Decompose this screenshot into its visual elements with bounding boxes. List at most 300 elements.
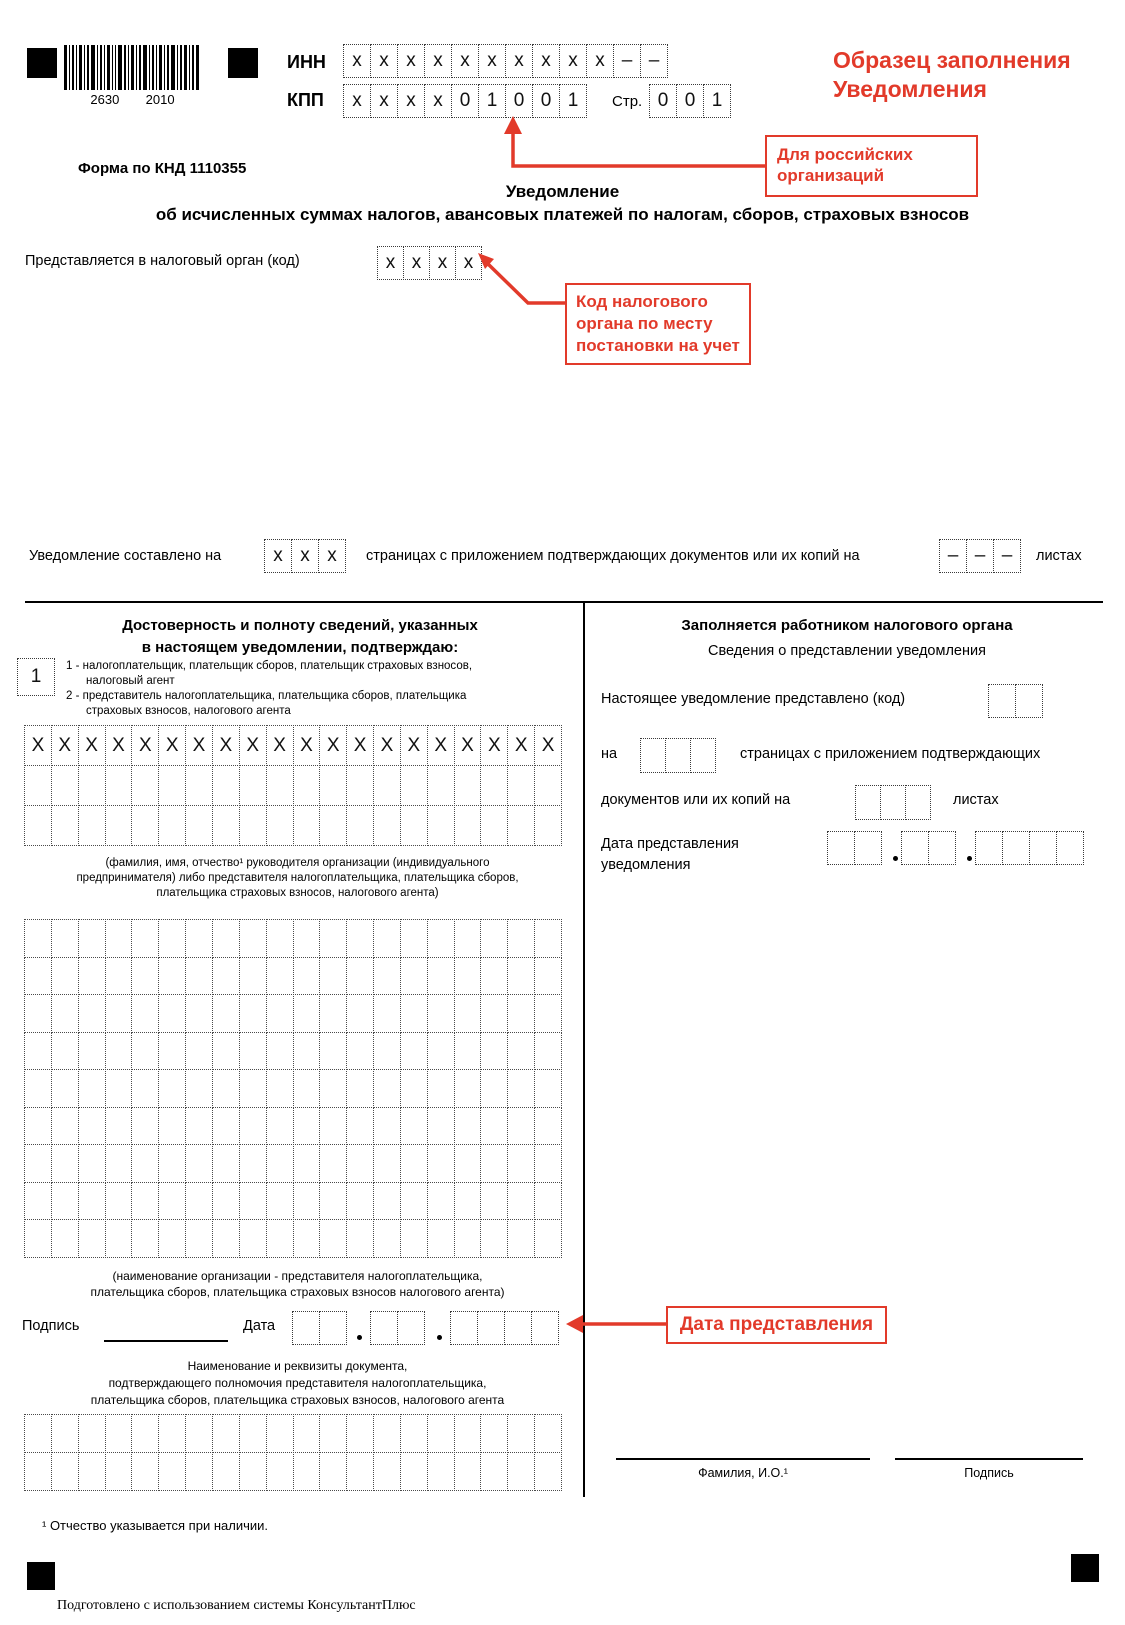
form-cell[interactable] xyxy=(1029,831,1057,865)
form-cell[interactable] xyxy=(185,1069,213,1108)
form-cell[interactable] xyxy=(855,785,881,820)
form-cell[interactable] xyxy=(480,1107,508,1146)
form-cell[interactable] xyxy=(24,1144,52,1183)
form-cell[interactable] xyxy=(158,1107,186,1146)
form-cell[interactable] xyxy=(480,1414,508,1453)
form-cell[interactable] xyxy=(988,684,1016,718)
form-cell[interactable] xyxy=(480,957,508,996)
form-cell[interactable] xyxy=(131,1032,159,1071)
form-cell[interactable] xyxy=(105,1219,133,1258)
form-cell[interactable] xyxy=(373,1219,401,1258)
form-cell[interactable] xyxy=(78,1032,106,1071)
form-cell[interactable]: x xyxy=(403,246,430,280)
form-cell[interactable] xyxy=(373,1069,401,1108)
form-cell[interactable] xyxy=(24,805,52,846)
form-cell[interactable] xyxy=(400,1107,428,1146)
form-cell[interactable] xyxy=(507,1219,535,1258)
form-cell[interactable] xyxy=(319,1182,347,1221)
form-cell[interactable] xyxy=(293,1219,321,1258)
form-cell[interactable] xyxy=(454,1032,482,1071)
form-cell[interactable] xyxy=(507,957,535,996)
form-cell[interactable]: X xyxy=(105,725,133,766)
form-cell[interactable] xyxy=(450,1311,478,1345)
form-cell[interactable] xyxy=(292,1311,320,1345)
form-cell[interactable] xyxy=(239,1414,267,1453)
form-cell[interactable] xyxy=(346,1107,374,1146)
form-cell[interactable] xyxy=(373,1144,401,1183)
form-cell[interactable] xyxy=(158,1414,186,1453)
form-cell[interactable] xyxy=(854,831,882,865)
form-cell[interactable] xyxy=(24,957,52,996)
form-cell[interactable] xyxy=(78,919,106,958)
form-cell[interactable]: x xyxy=(370,44,398,78)
form-cell[interactable] xyxy=(131,919,159,958)
form-cell[interactable] xyxy=(690,738,716,773)
form-cell[interactable] xyxy=(131,1414,159,1453)
form-cell[interactable] xyxy=(105,1452,133,1491)
form-cell[interactable] xyxy=(239,1107,267,1146)
form-cell[interactable]: 1 xyxy=(559,84,587,118)
form-cell[interactable] xyxy=(78,765,106,806)
form-cell[interactable] xyxy=(454,1107,482,1146)
form-cell[interactable] xyxy=(534,1414,562,1453)
form-cell[interactable] xyxy=(24,1107,52,1146)
form-cell[interactable]: X xyxy=(454,725,482,766)
form-cell[interactable] xyxy=(480,1069,508,1108)
form-cell[interactable]: x xyxy=(264,539,292,573)
form-cell[interactable] xyxy=(105,765,133,806)
form-cell[interactable] xyxy=(1056,831,1084,865)
form-cell[interactable] xyxy=(319,1311,347,1345)
form-cell[interactable]: – xyxy=(939,539,967,573)
form-cell[interactable] xyxy=(293,805,321,846)
form-cell[interactable] xyxy=(24,1452,52,1491)
form-cell[interactable] xyxy=(293,994,321,1033)
form-cell[interactable] xyxy=(454,1414,482,1453)
form-cell[interactable] xyxy=(131,1452,159,1491)
signature-line[interactable] xyxy=(104,1340,228,1342)
form-cell[interactable] xyxy=(51,1414,79,1453)
form-cell[interactable] xyxy=(78,957,106,996)
form-cell[interactable] xyxy=(239,1219,267,1258)
form-cell[interactable] xyxy=(454,805,482,846)
form-cell[interactable] xyxy=(319,1219,347,1258)
form-cell[interactable] xyxy=(51,957,79,996)
form-cell[interactable]: x xyxy=(451,44,479,78)
form-cell[interactable] xyxy=(105,1144,133,1183)
form-cell[interactable] xyxy=(78,994,106,1033)
form-cell[interactable] xyxy=(239,805,267,846)
form-cell[interactable] xyxy=(373,805,401,846)
form-cell[interactable] xyxy=(400,994,428,1033)
form-cell[interactable] xyxy=(212,1107,240,1146)
form-cell[interactable]: 0 xyxy=(532,84,560,118)
form-cell[interactable] xyxy=(212,1452,240,1491)
form-cell[interactable] xyxy=(454,1182,482,1221)
form-cell[interactable] xyxy=(24,765,52,806)
form-cell[interactable] xyxy=(480,1219,508,1258)
form-cell[interactable]: X xyxy=(480,725,508,766)
form-cell[interactable]: x xyxy=(343,44,371,78)
form-cell[interactable] xyxy=(507,1107,535,1146)
form-cell[interactable]: X xyxy=(131,725,159,766)
form-cell[interactable] xyxy=(1015,684,1043,718)
form-cell[interactable] xyxy=(78,1219,106,1258)
form-cell[interactable] xyxy=(534,1032,562,1071)
form-cell[interactable] xyxy=(346,1144,374,1183)
form-cell[interactable] xyxy=(266,919,294,958)
form-cell[interactable] xyxy=(131,994,159,1033)
form-cell[interactable] xyxy=(480,1452,508,1491)
form-cell[interactable] xyxy=(266,765,294,806)
form-cell[interactable] xyxy=(427,765,455,806)
form-cell[interactable] xyxy=(212,1219,240,1258)
form-cell[interactable] xyxy=(105,1414,133,1453)
form-cell[interactable] xyxy=(51,1107,79,1146)
form-cell[interactable] xyxy=(185,1107,213,1146)
form-cell[interactable] xyxy=(534,1452,562,1491)
form-cell[interactable] xyxy=(346,1182,374,1221)
form-cell[interactable] xyxy=(158,805,186,846)
form-cell[interactable] xyxy=(534,957,562,996)
form-cell[interactable]: 1 xyxy=(478,84,506,118)
form-cell[interactable] xyxy=(400,1452,428,1491)
form-cell[interactable] xyxy=(534,994,562,1033)
form-cell[interactable] xyxy=(534,1219,562,1258)
form-cell[interactable] xyxy=(400,1144,428,1183)
form-cell[interactable] xyxy=(427,1107,455,1146)
form-cell[interactable]: X xyxy=(427,725,455,766)
form-cell[interactable] xyxy=(480,1182,508,1221)
form-cell[interactable] xyxy=(24,1032,52,1071)
form-cell[interactable] xyxy=(454,1069,482,1108)
form-cell[interactable]: x xyxy=(455,246,482,280)
form-cell[interactable] xyxy=(454,765,482,806)
form-cell[interactable] xyxy=(293,919,321,958)
form-cell[interactable]: X xyxy=(212,725,240,766)
inspector-name-line[interactable] xyxy=(616,1458,870,1460)
form-cell[interactable] xyxy=(480,1032,508,1071)
form-cell[interactable] xyxy=(427,1414,455,1453)
form-cell[interactable] xyxy=(427,1069,455,1108)
form-cell[interactable] xyxy=(105,957,133,996)
form-cell[interactable] xyxy=(534,1107,562,1146)
form-cell[interactable] xyxy=(319,1452,347,1491)
form-cell[interactable] xyxy=(185,1144,213,1183)
form-cell[interactable] xyxy=(346,1452,374,1491)
form-cell[interactable] xyxy=(454,1452,482,1491)
form-cell[interactable]: X xyxy=(266,725,294,766)
form-cell[interactable] xyxy=(105,919,133,958)
form-cell[interactable] xyxy=(346,957,374,996)
form-cell[interactable]: X xyxy=(51,725,79,766)
form-cell[interactable] xyxy=(78,1452,106,1491)
form-cell[interactable] xyxy=(507,1032,535,1071)
form-cell[interactable] xyxy=(131,765,159,806)
form-cell[interactable] xyxy=(427,1452,455,1491)
form-cell[interactable] xyxy=(319,1414,347,1453)
form-cell[interactable] xyxy=(480,1144,508,1183)
form-cell[interactable] xyxy=(427,994,455,1033)
form-cell[interactable] xyxy=(507,1182,535,1221)
form-cell[interactable] xyxy=(427,919,455,958)
form-cell[interactable] xyxy=(266,957,294,996)
form-cell[interactable] xyxy=(24,1182,52,1221)
form-cell[interactable] xyxy=(24,1414,52,1453)
form-cell[interactable] xyxy=(266,1182,294,1221)
form-cell[interactable] xyxy=(901,831,929,865)
form-cell[interactable] xyxy=(507,805,535,846)
form-cell[interactable] xyxy=(105,1069,133,1108)
form-cell[interactable] xyxy=(373,1107,401,1146)
form-cell[interactable]: X xyxy=(346,725,374,766)
form-cell[interactable] xyxy=(131,957,159,996)
form-cell[interactable] xyxy=(158,765,186,806)
form-cell[interactable] xyxy=(266,1219,294,1258)
form-cell[interactable]: X xyxy=(78,725,106,766)
form-cell[interactable] xyxy=(507,1414,535,1453)
form-cell[interactable] xyxy=(665,738,691,773)
form-cell[interactable] xyxy=(105,994,133,1033)
form-cell[interactable] xyxy=(373,1182,401,1221)
form-cell[interactable] xyxy=(212,1032,240,1071)
form-cell[interactable] xyxy=(293,1452,321,1491)
form-cell[interactable] xyxy=(51,994,79,1033)
form-cell[interactable] xyxy=(397,1311,425,1345)
form-cell[interactable] xyxy=(212,1414,240,1453)
form-cell[interactable] xyxy=(266,1069,294,1108)
form-cell[interactable] xyxy=(266,994,294,1033)
form-cell[interactable] xyxy=(239,1452,267,1491)
form-cell[interactable] xyxy=(78,1069,106,1108)
form-cell[interactable] xyxy=(212,1144,240,1183)
form-cell[interactable] xyxy=(293,1032,321,1071)
form-cell[interactable] xyxy=(24,994,52,1033)
form-cell[interactable] xyxy=(534,1069,562,1108)
form-cell[interactable] xyxy=(266,805,294,846)
form-cell[interactable] xyxy=(158,1069,186,1108)
form-cell[interactable] xyxy=(158,994,186,1033)
form-cell[interactable] xyxy=(158,1219,186,1258)
form-cell[interactable] xyxy=(185,1182,213,1221)
form-cell[interactable] xyxy=(319,957,347,996)
form-cell[interactable] xyxy=(185,994,213,1033)
form-cell[interactable] xyxy=(346,765,374,806)
form-cell[interactable] xyxy=(346,1219,374,1258)
form-cell[interactable] xyxy=(827,831,855,865)
form-cell[interactable] xyxy=(131,1182,159,1221)
form-cell[interactable]: – xyxy=(613,44,641,78)
form-cell[interactable] xyxy=(427,805,455,846)
form-cell[interactable]: 0 xyxy=(451,84,479,118)
form-cell[interactable] xyxy=(346,1069,374,1108)
form-cell[interactable] xyxy=(905,785,931,820)
form-cell[interactable] xyxy=(640,738,666,773)
form-cell[interactable] xyxy=(480,994,508,1033)
form-cell[interactable] xyxy=(373,957,401,996)
form-cell[interactable] xyxy=(212,1182,240,1221)
form-cell[interactable]: 0 xyxy=(649,84,677,118)
form-cell[interactable] xyxy=(454,1219,482,1258)
form-cell[interactable] xyxy=(185,805,213,846)
form-cell[interactable] xyxy=(239,957,267,996)
form-cell[interactable] xyxy=(319,1107,347,1146)
form-cell[interactable] xyxy=(400,805,428,846)
form-cell[interactable] xyxy=(51,1032,79,1071)
form-cell[interactable]: x xyxy=(559,44,587,78)
form-cell[interactable] xyxy=(880,785,906,820)
form-cell[interactable] xyxy=(266,1414,294,1453)
form-cell[interactable] xyxy=(78,1144,106,1183)
form-cell[interactable] xyxy=(266,1032,294,1071)
form-cell[interactable] xyxy=(51,1219,79,1258)
form-cell[interactable] xyxy=(507,1144,535,1183)
form-cell[interactable] xyxy=(185,1452,213,1491)
form-cell[interactable] xyxy=(480,805,508,846)
form-cell[interactable]: X xyxy=(534,725,562,766)
form-cell[interactable]: X xyxy=(185,725,213,766)
form-cell[interactable]: X xyxy=(158,725,186,766)
form-cell[interactable] xyxy=(158,957,186,996)
form-cell[interactable] xyxy=(131,1219,159,1258)
form-cell[interactable] xyxy=(454,919,482,958)
form-cell[interactable] xyxy=(319,765,347,806)
form-cell[interactable] xyxy=(293,1414,321,1453)
form-cell[interactable]: x xyxy=(370,84,398,118)
form-cell[interactable] xyxy=(346,994,374,1033)
form-cell[interactable] xyxy=(185,1219,213,1258)
form-cell[interactable]: X xyxy=(400,725,428,766)
form-cell[interactable]: x xyxy=(505,44,533,78)
form-cell[interactable]: X xyxy=(319,725,347,766)
form-cell[interactable] xyxy=(400,919,428,958)
form-cell[interactable] xyxy=(158,1032,186,1071)
form-cell[interactable]: – xyxy=(993,539,1021,573)
form-cell[interactable] xyxy=(319,1069,347,1108)
form-cell[interactable] xyxy=(212,957,240,996)
form-cell[interactable] xyxy=(212,765,240,806)
form-cell[interactable] xyxy=(373,1452,401,1491)
form-cell[interactable] xyxy=(400,765,428,806)
form-cell[interactable]: 1 xyxy=(703,84,731,118)
form-cell[interactable] xyxy=(373,1032,401,1071)
form-cell[interactable] xyxy=(400,1182,428,1221)
form-cell[interactable] xyxy=(131,1144,159,1183)
form-cell[interactable] xyxy=(266,1107,294,1146)
form-cell[interactable] xyxy=(319,805,347,846)
form-cell[interactable] xyxy=(239,1182,267,1221)
form-cell[interactable] xyxy=(78,1182,106,1221)
form-cell[interactable] xyxy=(293,1107,321,1146)
form-cell[interactable]: x xyxy=(397,44,425,78)
form-cell[interactable] xyxy=(534,765,562,806)
form-cell[interactable] xyxy=(400,1069,428,1108)
form-cell[interactable] xyxy=(158,919,186,958)
form-cell[interactable]: – xyxy=(966,539,994,573)
form-cell[interactable] xyxy=(239,1069,267,1108)
form-cell[interactable]: x xyxy=(478,44,506,78)
form-cell[interactable] xyxy=(105,1107,133,1146)
form-cell[interactable] xyxy=(534,1144,562,1183)
form-cell[interactable] xyxy=(24,1069,52,1108)
form-cell[interactable]: X xyxy=(24,725,52,766)
form-cell[interactable] xyxy=(24,1219,52,1258)
form-cell[interactable] xyxy=(293,1144,321,1183)
form-cell[interactable] xyxy=(78,1107,106,1146)
form-cell[interactable] xyxy=(427,957,455,996)
form-cell[interactable]: x xyxy=(291,539,319,573)
form-cell[interactable]: 0 xyxy=(505,84,533,118)
form-cell[interactable] xyxy=(427,1219,455,1258)
form-cell[interactable] xyxy=(346,1414,374,1453)
form-cell[interactable]: x xyxy=(424,44,452,78)
form-cell[interactable] xyxy=(346,805,374,846)
form-cell[interactable] xyxy=(158,1144,186,1183)
form-cell[interactable]: X xyxy=(293,725,321,766)
form-cell[interactable] xyxy=(131,1107,159,1146)
form-cell[interactable] xyxy=(319,1144,347,1183)
form-cell[interactable]: – xyxy=(640,44,668,78)
form-cell[interactable] xyxy=(293,957,321,996)
form-cell[interactable] xyxy=(105,805,133,846)
form-cell[interactable] xyxy=(507,1069,535,1108)
form-cell[interactable] xyxy=(534,919,562,958)
form-cell[interactable] xyxy=(51,1452,79,1491)
form-cell[interactable] xyxy=(427,1144,455,1183)
form-cell[interactable] xyxy=(373,765,401,806)
form-cell[interactable] xyxy=(212,919,240,958)
form-cell[interactable]: x xyxy=(586,44,614,78)
form-cell[interactable] xyxy=(293,1182,321,1221)
form-cell[interactable] xyxy=(158,1452,186,1491)
form-cell[interactable] xyxy=(185,1414,213,1453)
form-cell[interactable] xyxy=(131,805,159,846)
form-cell[interactable] xyxy=(400,1219,428,1258)
form-cell[interactable] xyxy=(427,1182,455,1221)
form-cell[interactable] xyxy=(1002,831,1030,865)
form-cell[interactable] xyxy=(507,919,535,958)
form-cell[interactable] xyxy=(212,1069,240,1108)
form-cell[interactable] xyxy=(346,919,374,958)
form-cell[interactable]: X xyxy=(239,725,267,766)
form-cell[interactable] xyxy=(266,1144,294,1183)
form-cell[interactable] xyxy=(105,1032,133,1071)
form-cell[interactable] xyxy=(928,831,956,865)
form-cell[interactable] xyxy=(373,919,401,958)
form-cell[interactable] xyxy=(51,765,79,806)
form-cell[interactable] xyxy=(185,765,213,806)
form-cell[interactable] xyxy=(507,765,535,806)
form-cell[interactable] xyxy=(131,1069,159,1108)
form-cell[interactable] xyxy=(373,994,401,1033)
form-cell[interactable] xyxy=(24,919,52,958)
form-cell[interactable]: x xyxy=(397,84,425,118)
form-cell[interactable] xyxy=(212,805,240,846)
form-cell[interactable] xyxy=(534,1182,562,1221)
form-cell[interactable] xyxy=(266,1452,294,1491)
form-cell[interactable] xyxy=(319,1032,347,1071)
form-cell[interactable] xyxy=(239,765,267,806)
form-cell[interactable] xyxy=(51,805,79,846)
form-cell[interactable] xyxy=(239,994,267,1033)
form-cell[interactable]: X xyxy=(507,725,535,766)
form-cell[interactable] xyxy=(239,1032,267,1071)
form-cell[interactable] xyxy=(185,957,213,996)
form-cell[interactable] xyxy=(293,765,321,806)
form-cell[interactable] xyxy=(507,1452,535,1491)
form-cell[interactable] xyxy=(346,1032,374,1071)
form-cell[interactable] xyxy=(185,919,213,958)
